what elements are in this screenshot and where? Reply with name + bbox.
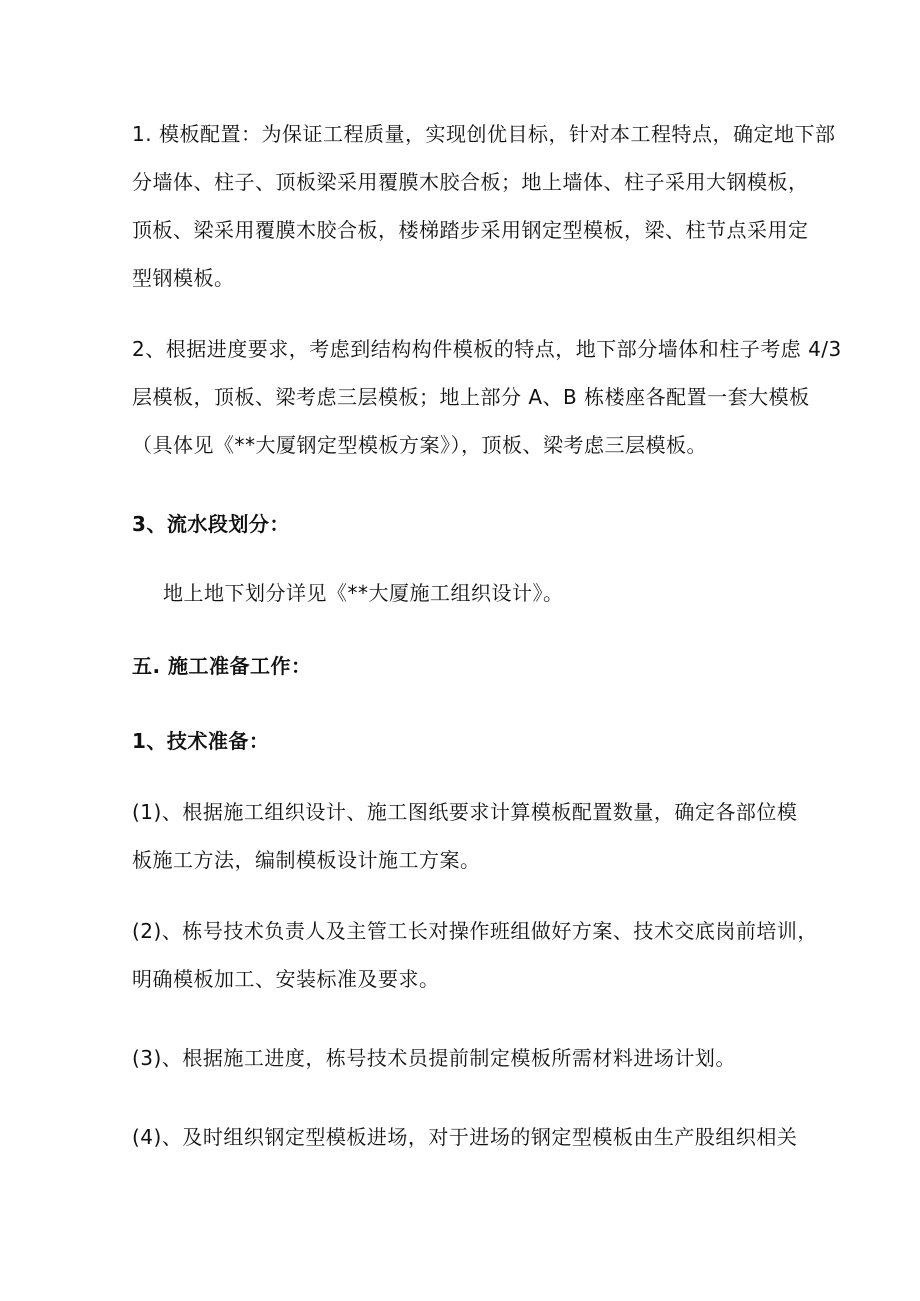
item-2-line-1: (2)、栋号技术负责人及主管工长对操作班组做好方案、技术交底岗前培训， (132, 919, 818, 943)
flow-division-detail: 地上地下划分详见《**大厦施工组织设计》。 (163, 581, 564, 605)
chapter-heading-preparation: 五. 施工准备工作： (132, 654, 312, 678)
paragraph-1-line-4: 型钢模板。 (132, 266, 235, 290)
paragraph-1-line-2: 分墙体、柱子、顶板梁采用覆膜木胶合板；地上墙体、柱子采用大钢模板， (132, 170, 809, 194)
paragraph-2-line-1: 2、根据进度要求，考虑到结构构件模板的特点，地下部分墙体和柱子考虑 4/3 (132, 337, 842, 361)
section-heading-flow-division: 3、流水段划分： (132, 512, 290, 536)
paragraph-1-line-3: 顶板、梁采用覆膜木胶合板，楼梯踏步采用钢定型模板，梁、柱节点采用定 (132, 218, 809, 242)
item-4-line-1: (4)、及时组织钢定型模板进场，对于进场的钢定型模板由生产股组织相关 (132, 1125, 798, 1149)
section-heading-technical-preparation: 1、技术准备： (132, 729, 270, 753)
paragraph-2-line-3: （具体见《**大厦钢定型模板方案》），顶板、梁考虑三层模板。 (132, 433, 707, 457)
item-2-line-2: 明确模板加工、安装标准及要求。 (132, 967, 440, 991)
item-1-line-2: 板施工方法，编制模板设计施工方案。 (132, 848, 481, 872)
item-3-line-1: (3)、根据施工进度，栋号技术员提前制定模板所需材料进场计划。 (132, 1046, 736, 1070)
paragraph-1-line-1: 1. 模板配置：为保证工程质量，实现创优目标，针对本工程特点，确定地下部 (132, 122, 836, 146)
item-1-line-1: (1)、根据施工组织设计、施工图纸要求计算模板配置数量，确定各部位模 (132, 800, 798, 824)
paragraph-2-line-2: 层模板，顶板、梁考虑三层模板；地上部分 A、B 栋楼座各配置一套大模板 (132, 385, 810, 409)
